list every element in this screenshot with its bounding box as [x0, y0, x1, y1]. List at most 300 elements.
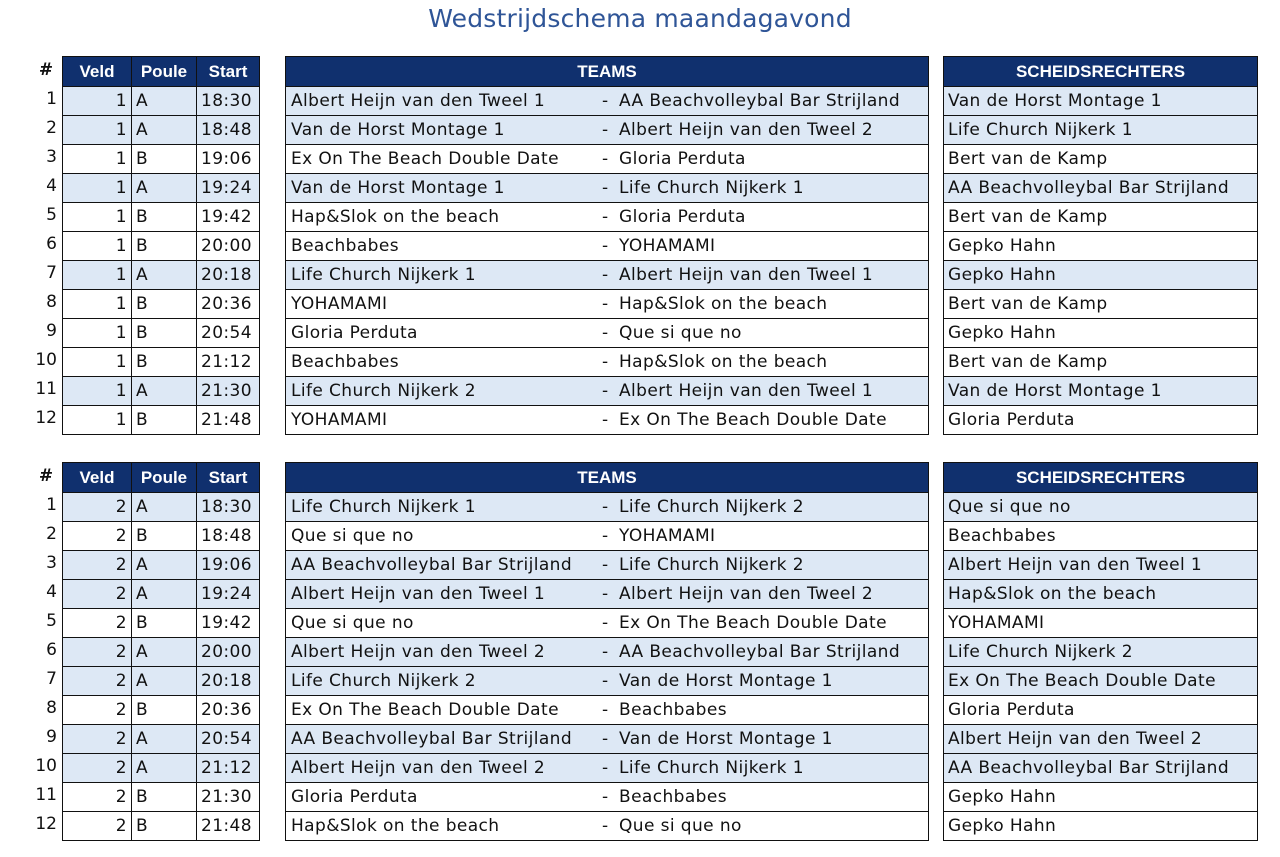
- veld-cell: 2: [63, 812, 132, 841]
- table-row: [63, 551, 260, 580]
- veld-cell: 1: [63, 203, 132, 232]
- start-time-cell: 18:48: [197, 522, 260, 551]
- away-team: YOHAMAMI: [619, 526, 716, 546]
- table-row: [944, 783, 1258, 812]
- start-time-cell: 21:12: [197, 348, 260, 377]
- table-row: [286, 580, 929, 609]
- poule-cell: B: [132, 232, 197, 261]
- away-team: Life Church Nijkerk 2: [619, 555, 804, 575]
- home-team: Life Church Nijkerk 1: [291, 265, 476, 285]
- referee-cell: Van de Horst Montage 1: [944, 377, 1258, 406]
- start-time-cell: 18:30: [197, 493, 260, 522]
- match-cell: [286, 319, 929, 348]
- table-row: [944, 696, 1258, 725]
- start-time-cell: 19:42: [197, 203, 260, 232]
- table-row: [286, 609, 929, 638]
- table-row: [944, 754, 1258, 783]
- poule-cell: A: [132, 667, 197, 696]
- away-team: Gloria Perduta: [619, 149, 746, 169]
- row-number: 11: [35, 379, 57, 399]
- versus-separator: -: [602, 642, 609, 662]
- referee-cell: Life Church Nijkerk 1: [944, 116, 1258, 145]
- home-team: YOHAMAMI: [291, 410, 388, 430]
- away-team: Life Church Nijkerk 1: [619, 178, 804, 198]
- start-time-cell: 19:24: [197, 580, 260, 609]
- table-row: [63, 203, 260, 232]
- row-number: 4: [46, 582, 57, 602]
- table-row: [63, 348, 260, 377]
- away-team: Life Church Nijkerk 1: [619, 758, 804, 778]
- row-number: 9: [46, 321, 57, 341]
- table-row: [286, 232, 929, 261]
- home-team: Hap&Slok on the beach: [291, 207, 500, 227]
- veld-cell: 1: [63, 377, 132, 406]
- row-number: 6: [46, 640, 57, 660]
- versus-separator: -: [602, 265, 609, 285]
- start-time-cell: 21:48: [197, 406, 260, 435]
- table-row: [944, 145, 1258, 174]
- table-row: [944, 667, 1258, 696]
- poule-cell: A: [132, 638, 197, 667]
- table-row: [63, 406, 260, 435]
- table-row: [286, 754, 929, 783]
- referee-cell: Gepko Hahn: [944, 783, 1258, 812]
- row-number-column: [26, 56, 60, 433]
- versus-separator: -: [602, 700, 609, 720]
- referee-cell: AA Beachvolleybal Bar Strijland: [944, 754, 1258, 783]
- veld-cell: 1: [63, 261, 132, 290]
- poule-header: Poule: [132, 463, 197, 493]
- start-time-cell: 20:00: [197, 232, 260, 261]
- table-row: [63, 783, 260, 812]
- versus-separator: -: [602, 207, 609, 227]
- match-cell: [286, 203, 929, 232]
- table-row: [286, 638, 929, 667]
- table-row: [944, 551, 1258, 580]
- referee-cell: Albert Heijn van den Tweel 2: [944, 725, 1258, 754]
- num-header: #: [38, 60, 54, 80]
- poule-cell: A: [132, 174, 197, 203]
- veld-cell: 2: [63, 667, 132, 696]
- poule-cell: A: [132, 580, 197, 609]
- versus-separator: -: [602, 120, 609, 140]
- table-row: [63, 232, 260, 261]
- table-row: [944, 522, 1258, 551]
- table-row: [944, 348, 1258, 377]
- poule-cell: B: [132, 203, 197, 232]
- veld-cell: 1: [63, 319, 132, 348]
- versus-separator: -: [602, 323, 609, 343]
- away-team: Hap&Slok on the beach: [619, 294, 828, 314]
- veld-cell: 1: [63, 116, 132, 145]
- referee-cell: Bert van de Kamp: [944, 348, 1258, 377]
- referee-cell: Gloria Perduta: [944, 406, 1258, 435]
- table-row: [944, 377, 1258, 406]
- home-team: Gloria Perduta: [291, 787, 418, 807]
- poule-cell: B: [132, 812, 197, 841]
- start-time-cell: 19:42: [197, 609, 260, 638]
- teams-header: TEAMS: [286, 57, 929, 87]
- home-team: Life Church Nijkerk 1: [291, 497, 476, 517]
- veld-cell: 1: [63, 232, 132, 261]
- referees-header: SCHEIDSRECHTERS: [944, 463, 1258, 493]
- row-number: 7: [46, 263, 57, 283]
- match-cell: [286, 638, 929, 667]
- row-number: 9: [46, 727, 57, 747]
- table-row: [286, 812, 929, 841]
- table-row: [63, 116, 260, 145]
- table-row: [286, 261, 929, 290]
- versus-separator: -: [602, 149, 609, 169]
- poule-cell: A: [132, 377, 197, 406]
- start-time-cell: 21:30: [197, 783, 260, 812]
- match-cell: [286, 783, 929, 812]
- table-row: [63, 696, 260, 725]
- versus-separator: -: [602, 584, 609, 604]
- away-team: Beachbabes: [619, 700, 727, 720]
- table-row: [944, 203, 1258, 232]
- match-cell: [286, 232, 929, 261]
- table-row: [286, 174, 929, 203]
- table-row: [63, 609, 260, 638]
- poule-cell: A: [132, 551, 197, 580]
- table-row: [944, 493, 1258, 522]
- poule-cell: A: [132, 116, 197, 145]
- poule-cell: B: [132, 406, 197, 435]
- match-cell: [286, 290, 929, 319]
- versus-separator: -: [602, 381, 609, 401]
- row-number: 3: [46, 147, 57, 167]
- start-time-cell: 20:36: [197, 290, 260, 319]
- start-time-cell: 21:12: [197, 754, 260, 783]
- home-team: AA Beachvolleybal Bar Strijland: [291, 729, 573, 749]
- away-team: AA Beachvolleybal Bar Strijland: [619, 642, 901, 662]
- row-number: 6: [46, 234, 57, 254]
- versus-separator: -: [602, 613, 609, 633]
- versus-separator: -: [602, 91, 609, 111]
- away-team: Albert Heijn van den Tweel 2: [619, 584, 874, 604]
- table-row: [286, 377, 929, 406]
- match-cell: [286, 261, 929, 290]
- table-row: [286, 725, 929, 754]
- row-number: 1: [46, 495, 57, 515]
- referee-cell: Gepko Hahn: [944, 261, 1258, 290]
- row-number-column: [26, 462, 60, 839]
- poule-cell: B: [132, 145, 197, 174]
- versus-separator: -: [602, 294, 609, 314]
- versus-separator: -: [602, 236, 609, 256]
- start-time-cell: 18:30: [197, 87, 260, 116]
- match-cell: [286, 725, 929, 754]
- row-number: 5: [46, 611, 57, 631]
- teams-table: [285, 462, 929, 841]
- poule-cell: A: [132, 493, 197, 522]
- table-row: [286, 696, 929, 725]
- versus-separator: -: [602, 526, 609, 546]
- row-number: 4: [46, 176, 57, 196]
- match-cell: [286, 696, 929, 725]
- home-team: Gloria Perduta: [291, 323, 418, 343]
- row-number: 12: [35, 408, 57, 428]
- versus-separator: -: [602, 410, 609, 430]
- start-time-cell: 20:18: [197, 261, 260, 290]
- home-team: Life Church Nijkerk 2: [291, 671, 476, 691]
- away-team: Hap&Slok on the beach: [619, 352, 828, 372]
- table-row: [944, 580, 1258, 609]
- table-row: [63, 667, 260, 696]
- start-time-cell: 19:06: [197, 551, 260, 580]
- veld-header: Veld: [63, 57, 132, 87]
- home-team: YOHAMAMI: [291, 294, 388, 314]
- referee-cell: Gepko Hahn: [944, 232, 1258, 261]
- table-row: [63, 145, 260, 174]
- match-info-table: [62, 56, 260, 435]
- start-header: Start: [197, 57, 260, 87]
- table-row: [63, 87, 260, 116]
- poule-cell: A: [132, 87, 197, 116]
- table-row: [286, 406, 929, 435]
- poule-cell: B: [132, 319, 197, 348]
- table-row: [944, 406, 1258, 435]
- versus-separator: -: [602, 729, 609, 749]
- table-row: [63, 754, 260, 783]
- referee-cell: Ex On The Beach Double Date: [944, 667, 1258, 696]
- referee-cell: Albert Heijn van den Tweel 1: [944, 551, 1258, 580]
- referee-cell: Van de Horst Montage 1: [944, 87, 1258, 116]
- table-row: [63, 580, 260, 609]
- row-number: 2: [46, 524, 57, 544]
- table-row: [286, 522, 929, 551]
- away-team: Albert Heijn van den Tweel 1: [619, 265, 874, 285]
- versus-separator: -: [602, 787, 609, 807]
- table-row: [944, 638, 1258, 667]
- away-team: Ex On The Beach Double Date: [619, 613, 887, 633]
- table-row: [63, 493, 260, 522]
- table-row: [286, 319, 929, 348]
- table-row: [286, 348, 929, 377]
- table-row: [286, 145, 929, 174]
- veld-cell: 2: [63, 696, 132, 725]
- referee-cell: Que si que no: [944, 493, 1258, 522]
- match-cell: [286, 116, 929, 145]
- match-cell: [286, 551, 929, 580]
- referees-table: [943, 56, 1258, 435]
- referee-cell: YOHAMAMI: [944, 609, 1258, 638]
- away-team: Ex On The Beach Double Date: [619, 410, 887, 430]
- table-row: [944, 290, 1258, 319]
- home-team: Life Church Nijkerk 2: [291, 381, 476, 401]
- versus-separator: -: [602, 497, 609, 517]
- home-team: Ex On The Beach Double Date: [291, 700, 559, 720]
- start-time-cell: 20:00: [197, 638, 260, 667]
- away-team: Albert Heijn van den Tweel 2: [619, 120, 874, 140]
- row-number: 7: [46, 669, 57, 689]
- row-number: 5: [46, 205, 57, 225]
- home-team: Albert Heijn van den Tweel 2: [291, 642, 546, 662]
- table-row: [286, 551, 929, 580]
- away-team: Van de Horst Montage 1: [619, 729, 833, 749]
- referee-cell: Gloria Perduta: [944, 696, 1258, 725]
- home-team: Van de Horst Montage 1: [291, 120, 505, 140]
- table-row: [286, 667, 929, 696]
- veld-cell: 2: [63, 638, 132, 667]
- away-team: AA Beachvolleybal Bar Strijland: [619, 91, 901, 111]
- table-row: [63, 725, 260, 754]
- poule-cell: B: [132, 348, 197, 377]
- veld-cell: 2: [63, 551, 132, 580]
- table-row: [286, 203, 929, 232]
- row-number: 10: [35, 756, 57, 776]
- table-row: [944, 609, 1258, 638]
- veld-cell: 2: [63, 609, 132, 638]
- match-cell: [286, 667, 929, 696]
- start-time-cell: 18:48: [197, 116, 260, 145]
- versus-separator: -: [602, 555, 609, 575]
- row-number: 3: [46, 553, 57, 573]
- table-row: [63, 812, 260, 841]
- start-time-cell: 21:30: [197, 377, 260, 406]
- away-team: YOHAMAMI: [619, 236, 716, 256]
- table-row: [944, 261, 1258, 290]
- referee-cell: Bert van de Kamp: [944, 203, 1258, 232]
- versus-separator: -: [602, 816, 609, 836]
- referee-cell: Hap&Slok on the beach: [944, 580, 1258, 609]
- row-number: 8: [46, 292, 57, 312]
- away-team: Que si que no: [619, 323, 742, 343]
- match-cell: [286, 87, 929, 116]
- table-row: [63, 377, 260, 406]
- referee-cell: Bert van de Kamp: [944, 145, 1258, 174]
- veld-cell: 2: [63, 754, 132, 783]
- home-team: AA Beachvolleybal Bar Strijland: [291, 555, 573, 575]
- poule-cell: A: [132, 261, 197, 290]
- referee-cell: Beachbabes: [944, 522, 1258, 551]
- table-row: [63, 319, 260, 348]
- away-team: Life Church Nijkerk 2: [619, 497, 804, 517]
- poule-cell: A: [132, 754, 197, 783]
- table-row: [63, 261, 260, 290]
- table-row: [286, 116, 929, 145]
- poule-cell: B: [132, 783, 197, 812]
- match-cell: [286, 812, 929, 841]
- away-team: Que si que no: [619, 816, 742, 836]
- teams-table: [285, 56, 929, 435]
- match-cell: [286, 522, 929, 551]
- match-cell: [286, 754, 929, 783]
- veld-cell: 1: [63, 290, 132, 319]
- table-row: [944, 232, 1258, 261]
- poule-cell: B: [132, 522, 197, 551]
- start-time-cell: 20:54: [197, 319, 260, 348]
- away-team: Gloria Perduta: [619, 207, 746, 227]
- table-row: [944, 87, 1258, 116]
- match-cell: [286, 580, 929, 609]
- home-team: Beachbabes: [291, 352, 399, 372]
- page-title: Wedstrijdschema maandagavond: [428, 4, 852, 33]
- home-team: Albert Heijn van den Tweel 2: [291, 758, 546, 778]
- home-team: Ex On The Beach Double Date: [291, 149, 559, 169]
- start-time-cell: 19:06: [197, 145, 260, 174]
- veld-cell: 1: [63, 87, 132, 116]
- match-cell: [286, 145, 929, 174]
- row-number: 2: [46, 118, 57, 138]
- match-cell: [286, 174, 929, 203]
- veld-cell: 1: [63, 145, 132, 174]
- match-cell: [286, 609, 929, 638]
- veld-cell: 1: [63, 174, 132, 203]
- table-row: [944, 174, 1258, 203]
- veld-cell: 2: [63, 522, 132, 551]
- veld-cell: 2: [63, 493, 132, 522]
- veld-cell: 1: [63, 348, 132, 377]
- home-team: Van de Horst Montage 1: [291, 178, 505, 198]
- versus-separator: -: [602, 758, 609, 778]
- poule-cell: B: [132, 290, 197, 319]
- home-team: Albert Heijn van den Tweel 1: [291, 584, 546, 604]
- table-row: [944, 319, 1258, 348]
- referee-cell: Life Church Nijkerk 2: [944, 638, 1258, 667]
- away-team: Van de Horst Montage 1: [619, 671, 833, 691]
- teams-header: TEAMS: [286, 463, 929, 493]
- away-team: Albert Heijn van den Tweel 1: [619, 381, 874, 401]
- start-time-cell: 19:24: [197, 174, 260, 203]
- match-cell: [286, 377, 929, 406]
- row-number: 11: [35, 785, 57, 805]
- referees-header: SCHEIDSRECHTERS: [944, 57, 1258, 87]
- home-team: Hap&Slok on the beach: [291, 816, 500, 836]
- num-header: #: [38, 466, 54, 486]
- table-row: [63, 638, 260, 667]
- row-number: 1: [46, 89, 57, 109]
- versus-separator: -: [602, 671, 609, 691]
- referee-cell: Gepko Hahn: [944, 319, 1258, 348]
- poule-cell: A: [132, 725, 197, 754]
- start-time-cell: 20:54: [197, 725, 260, 754]
- veld-cell: 2: [63, 580, 132, 609]
- versus-separator: -: [602, 178, 609, 198]
- away-team: Beachbabes: [619, 787, 727, 807]
- table-row: [286, 87, 929, 116]
- referee-cell: Gepko Hahn: [944, 812, 1258, 841]
- row-number: 12: [35, 814, 57, 834]
- match-cell: [286, 493, 929, 522]
- table-row: [63, 290, 260, 319]
- start-time-cell: 20:36: [197, 696, 260, 725]
- referee-cell: Bert van de Kamp: [944, 290, 1258, 319]
- veld-cell: 2: [63, 725, 132, 754]
- start-header: Start: [197, 463, 260, 493]
- start-time-cell: 21:48: [197, 812, 260, 841]
- match-info-table: [62, 462, 260, 841]
- home-team: Que si que no: [291, 526, 414, 546]
- veld-cell: 2: [63, 783, 132, 812]
- home-team: Albert Heijn van den Tweel 1: [291, 91, 546, 111]
- veld-cell: 1: [63, 406, 132, 435]
- table-row: [286, 783, 929, 812]
- match-cell: [286, 348, 929, 377]
- home-team: Beachbabes: [291, 236, 399, 256]
- veld-header: Veld: [63, 463, 132, 493]
- match-cell: [286, 406, 929, 435]
- table-row: [944, 812, 1258, 841]
- poule-cell: B: [132, 696, 197, 725]
- referees-table: [943, 462, 1258, 841]
- row-number: 8: [46, 698, 57, 718]
- table-row: [286, 493, 929, 522]
- home-team: Que si que no: [291, 613, 414, 633]
- table-row: [63, 522, 260, 551]
- row-number: 10: [35, 350, 57, 370]
